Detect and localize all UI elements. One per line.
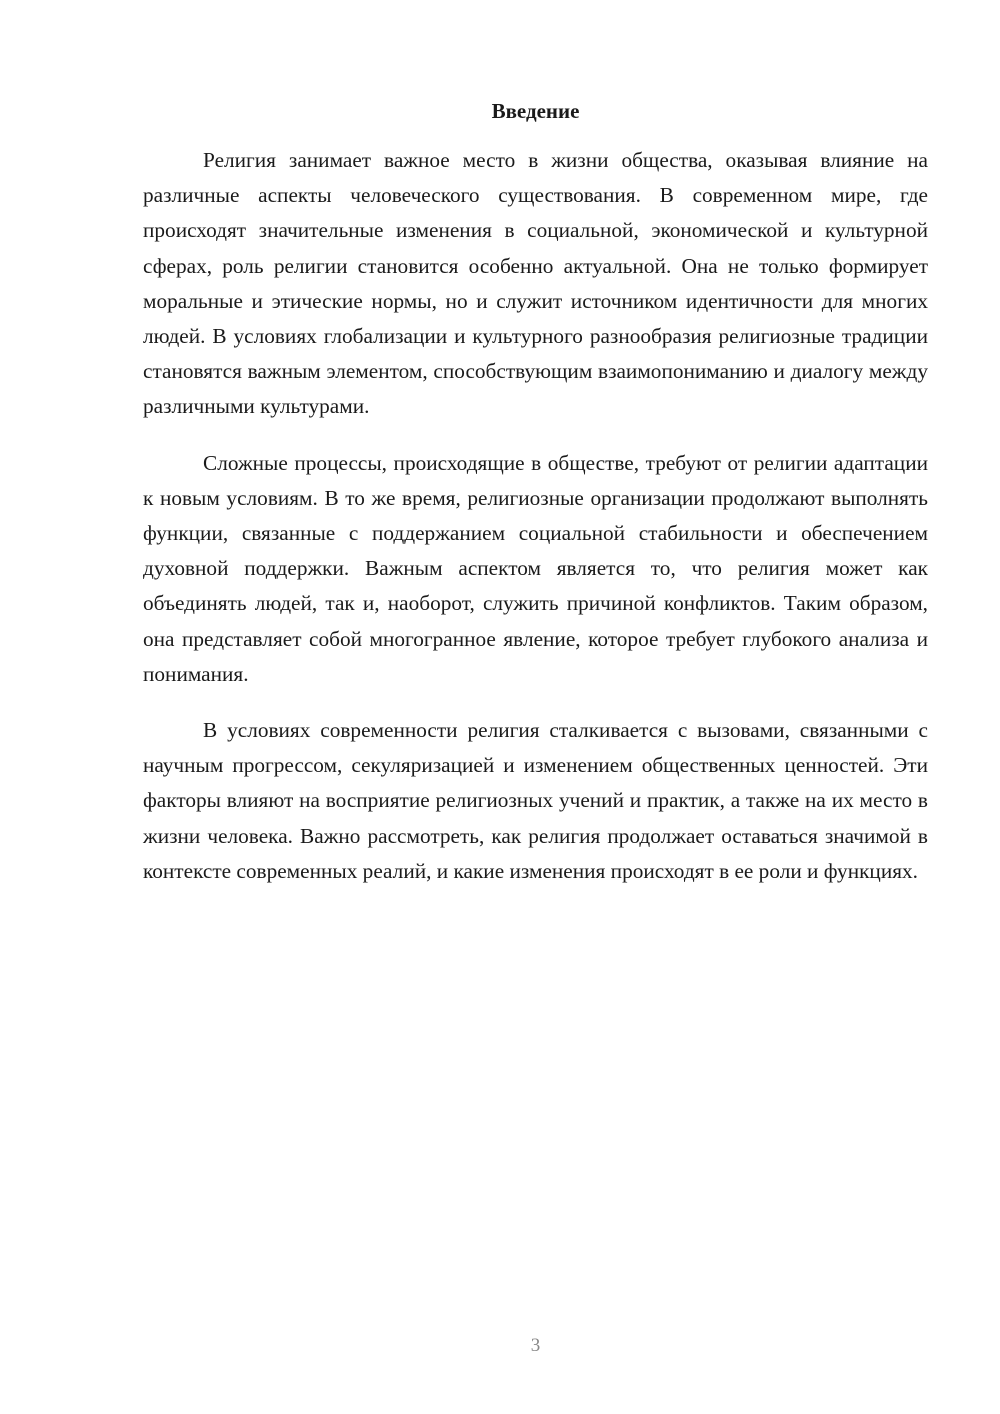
paragraph-1: Религия занимает важное место в жизни общества, оказывая влияние на различные аспекты человеческого существования. В современном мире, где происходят значительные изменения в социальной, экономической и культурной сферах, роль религии становится особенно актуальной. Она не только формирует моральные и этические нормы, но и служит источником идентичности для многих людей. В условиях глобализации и культурного разнообразия религиозные традиции становятся важным элементом, способствующим взаимопониманию и диалогу между различными культурами.	[143, 148, 928, 419]
body-text	[143, 143, 928, 910]
section-heading: Введение	[491, 99, 580, 123]
paragraph-3: В условиях современности религия сталкивается с вызовами, связанными с научным прогрессом, секуляризацией и изменением общественных ценностей. Эти факторы влияют на восприятие религиозных учений и практик, а также на их место в жизни человека. Важно рассмотреть, как религия продолжает оставаться значимой в контексте современных реалий, и какие изменения происходят в ее роли и функциях.	[143, 718, 928, 883]
paragraph-2: Сложные процессы, происходящие в обществе, требуют от религии адаптации к новым условиям. В то же время, религиозные организации продолжают выполнять функции, связанные с поддержанием социальной стабильности и обеспечением духовной поддержки. Важным аспектом является то, что религия может как объединять людей, так и, наоборот, служить причиной конфликтов. Таким образом, она представляет собой многогранное явление, которое требует глубокого анализа и понимания.	[143, 450, 928, 686]
page-number: 3	[530, 1335, 541, 1356]
